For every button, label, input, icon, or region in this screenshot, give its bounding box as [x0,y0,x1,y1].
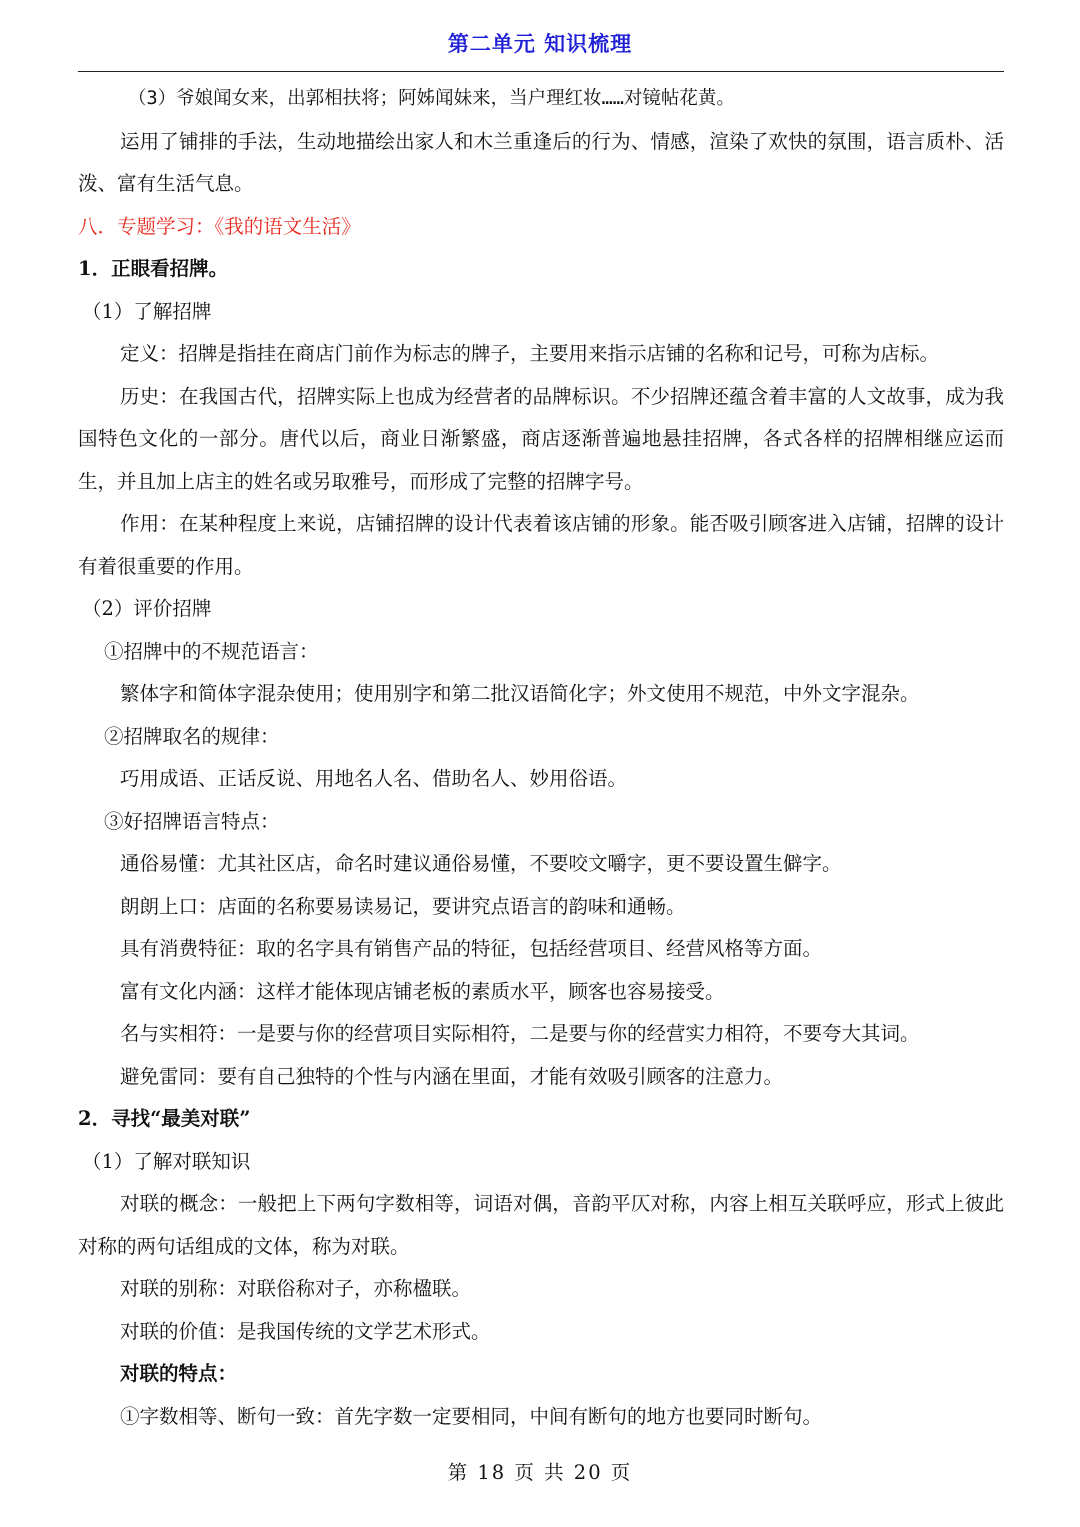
item-heading-2-1: （1）了解对联知识 [82,1149,251,1173]
couplet-concept: 对联的概念：一般把上下两句字数相等，词语对偶，音韵平仄对称，内容上相互关联呼应，形式上彼此对称的两句话组成的文体，称为对联。 [78,1192,1004,1258]
page-header-title: 第二单元 知识梳理 [447,32,633,56]
feature-line-4: 富有文化内涵：这样才能体现店铺老板的素质水平，顾客也容易接受。 [120,979,725,1003]
feature-line-5: 名与实相符：一是要与你的经营项目实际相符，二是要与你的经营实力相符，不要夸大其词。 [120,1022,920,1045]
header-divider [78,71,1004,72]
couplet-features-heading: 对联的特点： [120,1362,238,1385]
signboard-definition: 定义：招牌是指挂在商店门前作为标志的牌子，主要用来指示店铺的名称和记号，可称为店标。 [120,342,940,365]
criteria-heading-3: ③好招牌语言特点： [104,809,280,833]
subsection-heading-1: 1．正眼看招牌。 [78,257,229,280]
document-body [78,78,1004,1438]
feature-line-1: 通俗易懂：尤其社区店，命名时建议通俗易懂，不要咬文嚼字，更不要设置生僻字。 [120,852,842,875]
couplet-value: 对联的价值：是我国传统的文学艺术形式。 [120,1319,491,1343]
criteria-text-2: 巧用成语、正话反说、用地名人名、借助名人、妙用俗语。 [120,767,628,790]
feature-line-3: 具有消费特征：取的名字具有销售产品的特征，包括经营项目、经营风格等方面。 [120,937,823,960]
signboard-history: 历史：在我国古代，招牌实际上也成为经营者的品牌标识。不少招牌还蕴含着丰富的人文故事，成为我国特色文化的一部分。唐代以后，商业日渐繁盛，商店逐渐普遍地悬挂招牌，各式各样的招牌相继应运而生，并且加上店主的姓名或另取雅号，而形成了完整的招牌字号。 [78,384,1004,493]
section-heading-8: 八．专题学习：《我的语文生活》 [78,214,361,238]
quote-line: （3）爷娘闻女来，出郭相扶将；阿姊闻妹来，当户理红妆……对镜帖花黄。 [128,88,735,109]
criteria-heading-2: ②招牌取名的规律： [104,724,280,748]
analysis-paragraph: 运用了铺排的手法，生动地描绘出家人和木兰重逢后的行为、情感，渲染了欢快的氛围，语言质朴、活泼、富有生活气息。 [78,129,1004,195]
subsection-heading-2: 2．寻找“最美对联” [78,1107,251,1130]
couplet-alias: 对联的别称：对联俗称对子，亦称楹联。 [120,1277,472,1300]
criteria-text-1: 繁体字和简体字混杂使用；使用别字和第二批汉语简化字；外文使用不规范，中外文字混杂。 [120,682,920,705]
item-heading-1-2: （2）评价招牌 [82,597,212,620]
couplet-feature-1: ①字数相等、断句一致：首先字数一定要相同，中间有断句的地方也要同时断句。 [120,1404,823,1428]
item-heading-1-1: （1）了解招牌 [82,299,212,323]
criteria-heading-1: ①招牌中的不规范语言： [104,639,319,663]
feature-line-6: 避免雷同：要有自己独特的个性与内涵在里面，才能有效吸引顾客的注意力。 [120,1064,784,1088]
page-number-footer: 第 18 页 共 20 页 [447,1461,633,1484]
feature-line-2: 朗朗上口：店面的名称要易读易记，要讲究点语言的韵味和通畅。 [120,894,686,918]
signboard-function: 作用：在某种程度上来说，店铺招牌的设计代表着该店铺的形象。能否吸引顾客进入店铺，招牌的设计有着很重要的作用。 [78,512,1004,578]
